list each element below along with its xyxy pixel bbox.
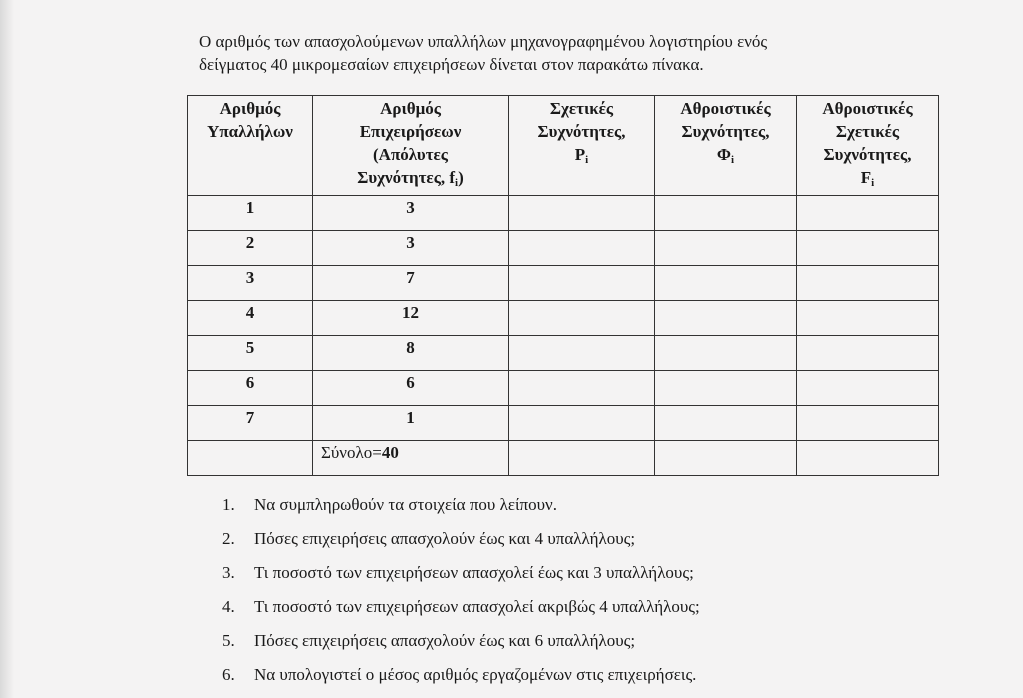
header-line: Συχνότητες, xyxy=(537,122,626,141)
table-total-row xyxy=(188,441,939,476)
cell-relative-freq xyxy=(509,196,655,231)
cell-employees: 2 xyxy=(188,231,313,266)
cell-relative-freq xyxy=(509,441,655,476)
cell-empty xyxy=(188,441,313,476)
header-subscript: i xyxy=(871,177,875,189)
header-line: Συχνότητες, xyxy=(823,145,912,164)
intro-line-2: δείγματος 40 μικρομεσαίων επιχειρήσεων δίνεται στον παρακάτω πίνακα. xyxy=(199,55,704,74)
question-text: Τι ποσοστό των επιχειρήσεων απασχολεί ακριβώς 4 υπαλλήλους; xyxy=(254,597,700,616)
question-number: 1. xyxy=(222,495,235,514)
table-row xyxy=(188,301,939,336)
question-number: 3. xyxy=(222,563,235,582)
header-line: Υπαλλήλων xyxy=(207,122,293,141)
cell-cumulative-freq xyxy=(655,441,797,476)
cell-cumulative-freq xyxy=(655,371,797,406)
table-header-row xyxy=(188,96,939,196)
question-item xyxy=(222,630,700,664)
cell-firms: 3 xyxy=(313,196,509,231)
cell-firms: 12 xyxy=(313,301,509,336)
question-number: 5. xyxy=(222,631,235,650)
question-text: Τι ποσοστό των επιχειρήσεων απασχολεί έως και 3 υπαλλήλους; xyxy=(254,563,694,582)
cell-relative-freq xyxy=(509,406,655,441)
header-line: Αθροιστικές xyxy=(680,99,771,118)
cell-employees: 1 xyxy=(188,196,313,231)
header-line: Αθροιστικές xyxy=(822,99,913,118)
cell-cumulative-relative-freq xyxy=(797,196,939,231)
question-text: Να συμπληρωθούν τα στοιχεία που λείπουν. xyxy=(254,495,557,514)
cell-cumulative-freq xyxy=(655,231,797,266)
cell-cumulative-relative-freq xyxy=(797,371,939,406)
header-cumulative-relative-freq xyxy=(797,96,939,196)
cell-cumulative-freq xyxy=(655,301,797,336)
cell-cumulative-freq xyxy=(655,336,797,371)
header-text: Συχνότητες, f xyxy=(357,168,456,187)
table-body xyxy=(188,196,939,476)
cell-firms: 7 xyxy=(313,266,509,301)
question-item xyxy=(222,596,700,630)
header-line: Αριθμός xyxy=(380,99,441,118)
cell-employees: 5 xyxy=(188,336,313,371)
questions-list xyxy=(222,494,700,698)
header-line xyxy=(797,166,938,195)
table-row xyxy=(188,336,939,371)
scan-edge xyxy=(0,0,14,698)
header-subscript: i xyxy=(585,154,589,166)
cell-cumulative-freq xyxy=(655,406,797,441)
header-subscript: i xyxy=(455,177,459,189)
question-item xyxy=(222,494,700,528)
table-row xyxy=(188,371,939,406)
table-row xyxy=(188,196,939,231)
cell-employees: 6 xyxy=(188,371,313,406)
table-row xyxy=(188,266,939,301)
header-subscript: i xyxy=(731,154,735,166)
cell-cumulative-relative-freq xyxy=(797,406,939,441)
cell-employees: 3 xyxy=(188,266,313,301)
question-number: 6. xyxy=(222,665,235,684)
intro-line-1: Ο αριθμός των απασχολούμενων υπαλλήλων μηχανογραφημένου λογιστηρίου ενός xyxy=(199,32,768,51)
cell-total xyxy=(313,441,509,476)
header-line: Συχνότητες, xyxy=(681,122,770,141)
total-label: Σύνολο= xyxy=(321,443,382,462)
table-row xyxy=(188,406,939,441)
cell-relative-freq xyxy=(509,336,655,371)
table-row xyxy=(188,231,939,266)
cell-relative-freq xyxy=(509,301,655,336)
question-text: Πόσες επιχειρήσεις απασχολούν έως και 6 υπαλλήλους; xyxy=(254,631,636,650)
question-number: 2. xyxy=(222,529,235,548)
cell-relative-freq xyxy=(509,231,655,266)
cell-cumulative-relative-freq xyxy=(797,266,939,301)
question-text: Πόσες επιχειρήσεις απασχολούν έως και 4 υπαλλήλους; xyxy=(254,529,636,548)
header-text: F xyxy=(860,168,872,187)
cell-cumulative-freq xyxy=(655,266,797,301)
header-line: Σχετικές xyxy=(549,99,614,118)
header-text: P xyxy=(574,145,586,164)
header-line: Σχετικές xyxy=(835,122,900,141)
question-number: 4. xyxy=(222,597,235,616)
question-item xyxy=(222,528,700,562)
header-firms xyxy=(313,96,509,196)
cell-firms: 8 xyxy=(313,336,509,371)
header-suffix: ) xyxy=(458,168,464,187)
header-line: Αριθμός xyxy=(219,99,281,118)
header-line: Επιχειρήσεων xyxy=(359,122,462,141)
cell-relative-freq xyxy=(509,371,655,406)
frequency-table xyxy=(187,95,939,476)
cell-firms: 3 xyxy=(313,231,509,266)
cell-cumulative-relative-freq xyxy=(797,301,939,336)
cell-firms: 6 xyxy=(313,371,509,406)
header-cumulative-freq xyxy=(655,96,797,196)
header-text: Φ xyxy=(716,145,732,164)
cell-relative-freq xyxy=(509,266,655,301)
cell-employees: 7 xyxy=(188,406,313,441)
header-line xyxy=(313,166,508,195)
cell-cumulative-freq xyxy=(655,196,797,231)
question-item xyxy=(222,664,700,698)
total-value: 40 xyxy=(381,443,399,462)
question-item xyxy=(222,562,700,596)
header-relative-freq xyxy=(509,96,655,196)
cell-cumulative-relative-freq xyxy=(797,231,939,266)
cell-cumulative-relative-freq xyxy=(797,336,939,371)
cell-employees: 4 xyxy=(188,301,313,336)
question-text: Να υπολογιστεί ο μέσος αριθμός εργαζομένων στις επιχειρήσεις. xyxy=(254,665,697,684)
header-employees xyxy=(188,96,313,196)
header-line xyxy=(655,143,796,172)
cell-firms: 1 xyxy=(313,406,509,441)
intro-paragraph xyxy=(199,30,919,76)
cell-cumulative-relative-freq xyxy=(797,441,939,476)
header-line xyxy=(509,143,654,172)
header-line: (Απόλυτες xyxy=(373,145,448,164)
